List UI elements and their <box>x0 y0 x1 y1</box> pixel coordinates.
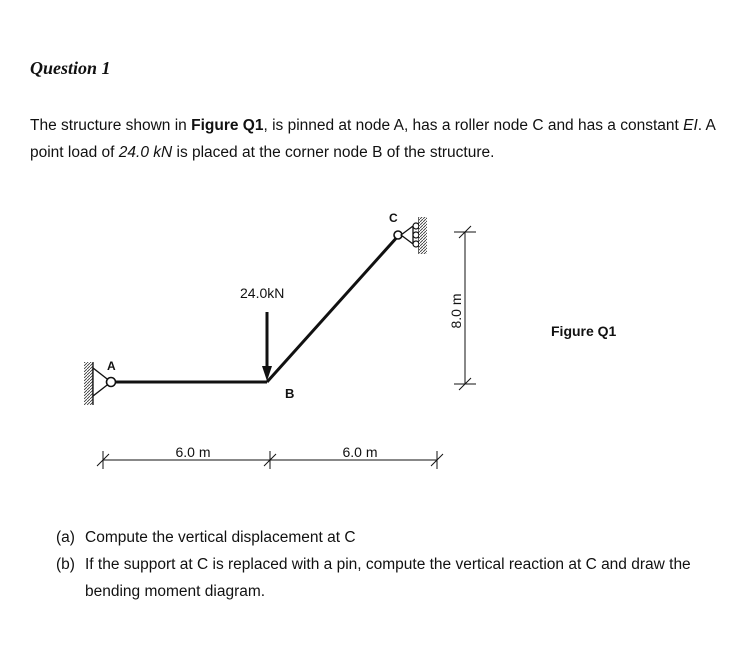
dimension-ab-label: 6.0 m <box>175 444 211 460</box>
dimension-height-label: 8.0 m <box>448 293 464 329</box>
load-value: 24.0 kN <box>118 144 173 161</box>
dimension-bc-label: 6.0 m <box>342 444 378 460</box>
part-a-text: Compute the vertical displacement at C <box>85 529 356 546</box>
intro-text-3: . A point load of <box>30 117 716 161</box>
intro-text-2: , is pinned at node A, has a roller node C and has a constant <box>263 117 684 134</box>
part-b-label: (b) <box>56 556 75 573</box>
figure-caption: Figure Q1 <box>551 323 617 339</box>
question-parts <box>56 524 726 605</box>
node-label-a: A <box>107 359 116 373</box>
node-label-b: B <box>285 386 295 401</box>
intro-text-4: is placed at the corner node B of the structure. <box>172 144 495 161</box>
member-bc <box>267 235 399 382</box>
node-label-c: C <box>389 211 398 225</box>
load-label: 24.0kN <box>240 285 285 301</box>
dimension-horizontal <box>97 451 443 469</box>
intro-text-1: The structure shown in <box>30 117 192 134</box>
point-load-arrow <box>262 312 272 381</box>
part-a <box>56 524 726 551</box>
roller-support-c <box>394 217 427 254</box>
figure-reference: Figure Q1 <box>191 117 264 134</box>
ei-symbol: EI <box>683 117 698 134</box>
part-b <box>56 551 726 605</box>
part-b-text: If the support at C is replaced with a pin, compute the vertical reaction at C and draw the bending moment diagram. <box>85 556 691 600</box>
question-title: Question 1 <box>30 58 111 78</box>
part-a-label: (a) <box>56 529 75 546</box>
